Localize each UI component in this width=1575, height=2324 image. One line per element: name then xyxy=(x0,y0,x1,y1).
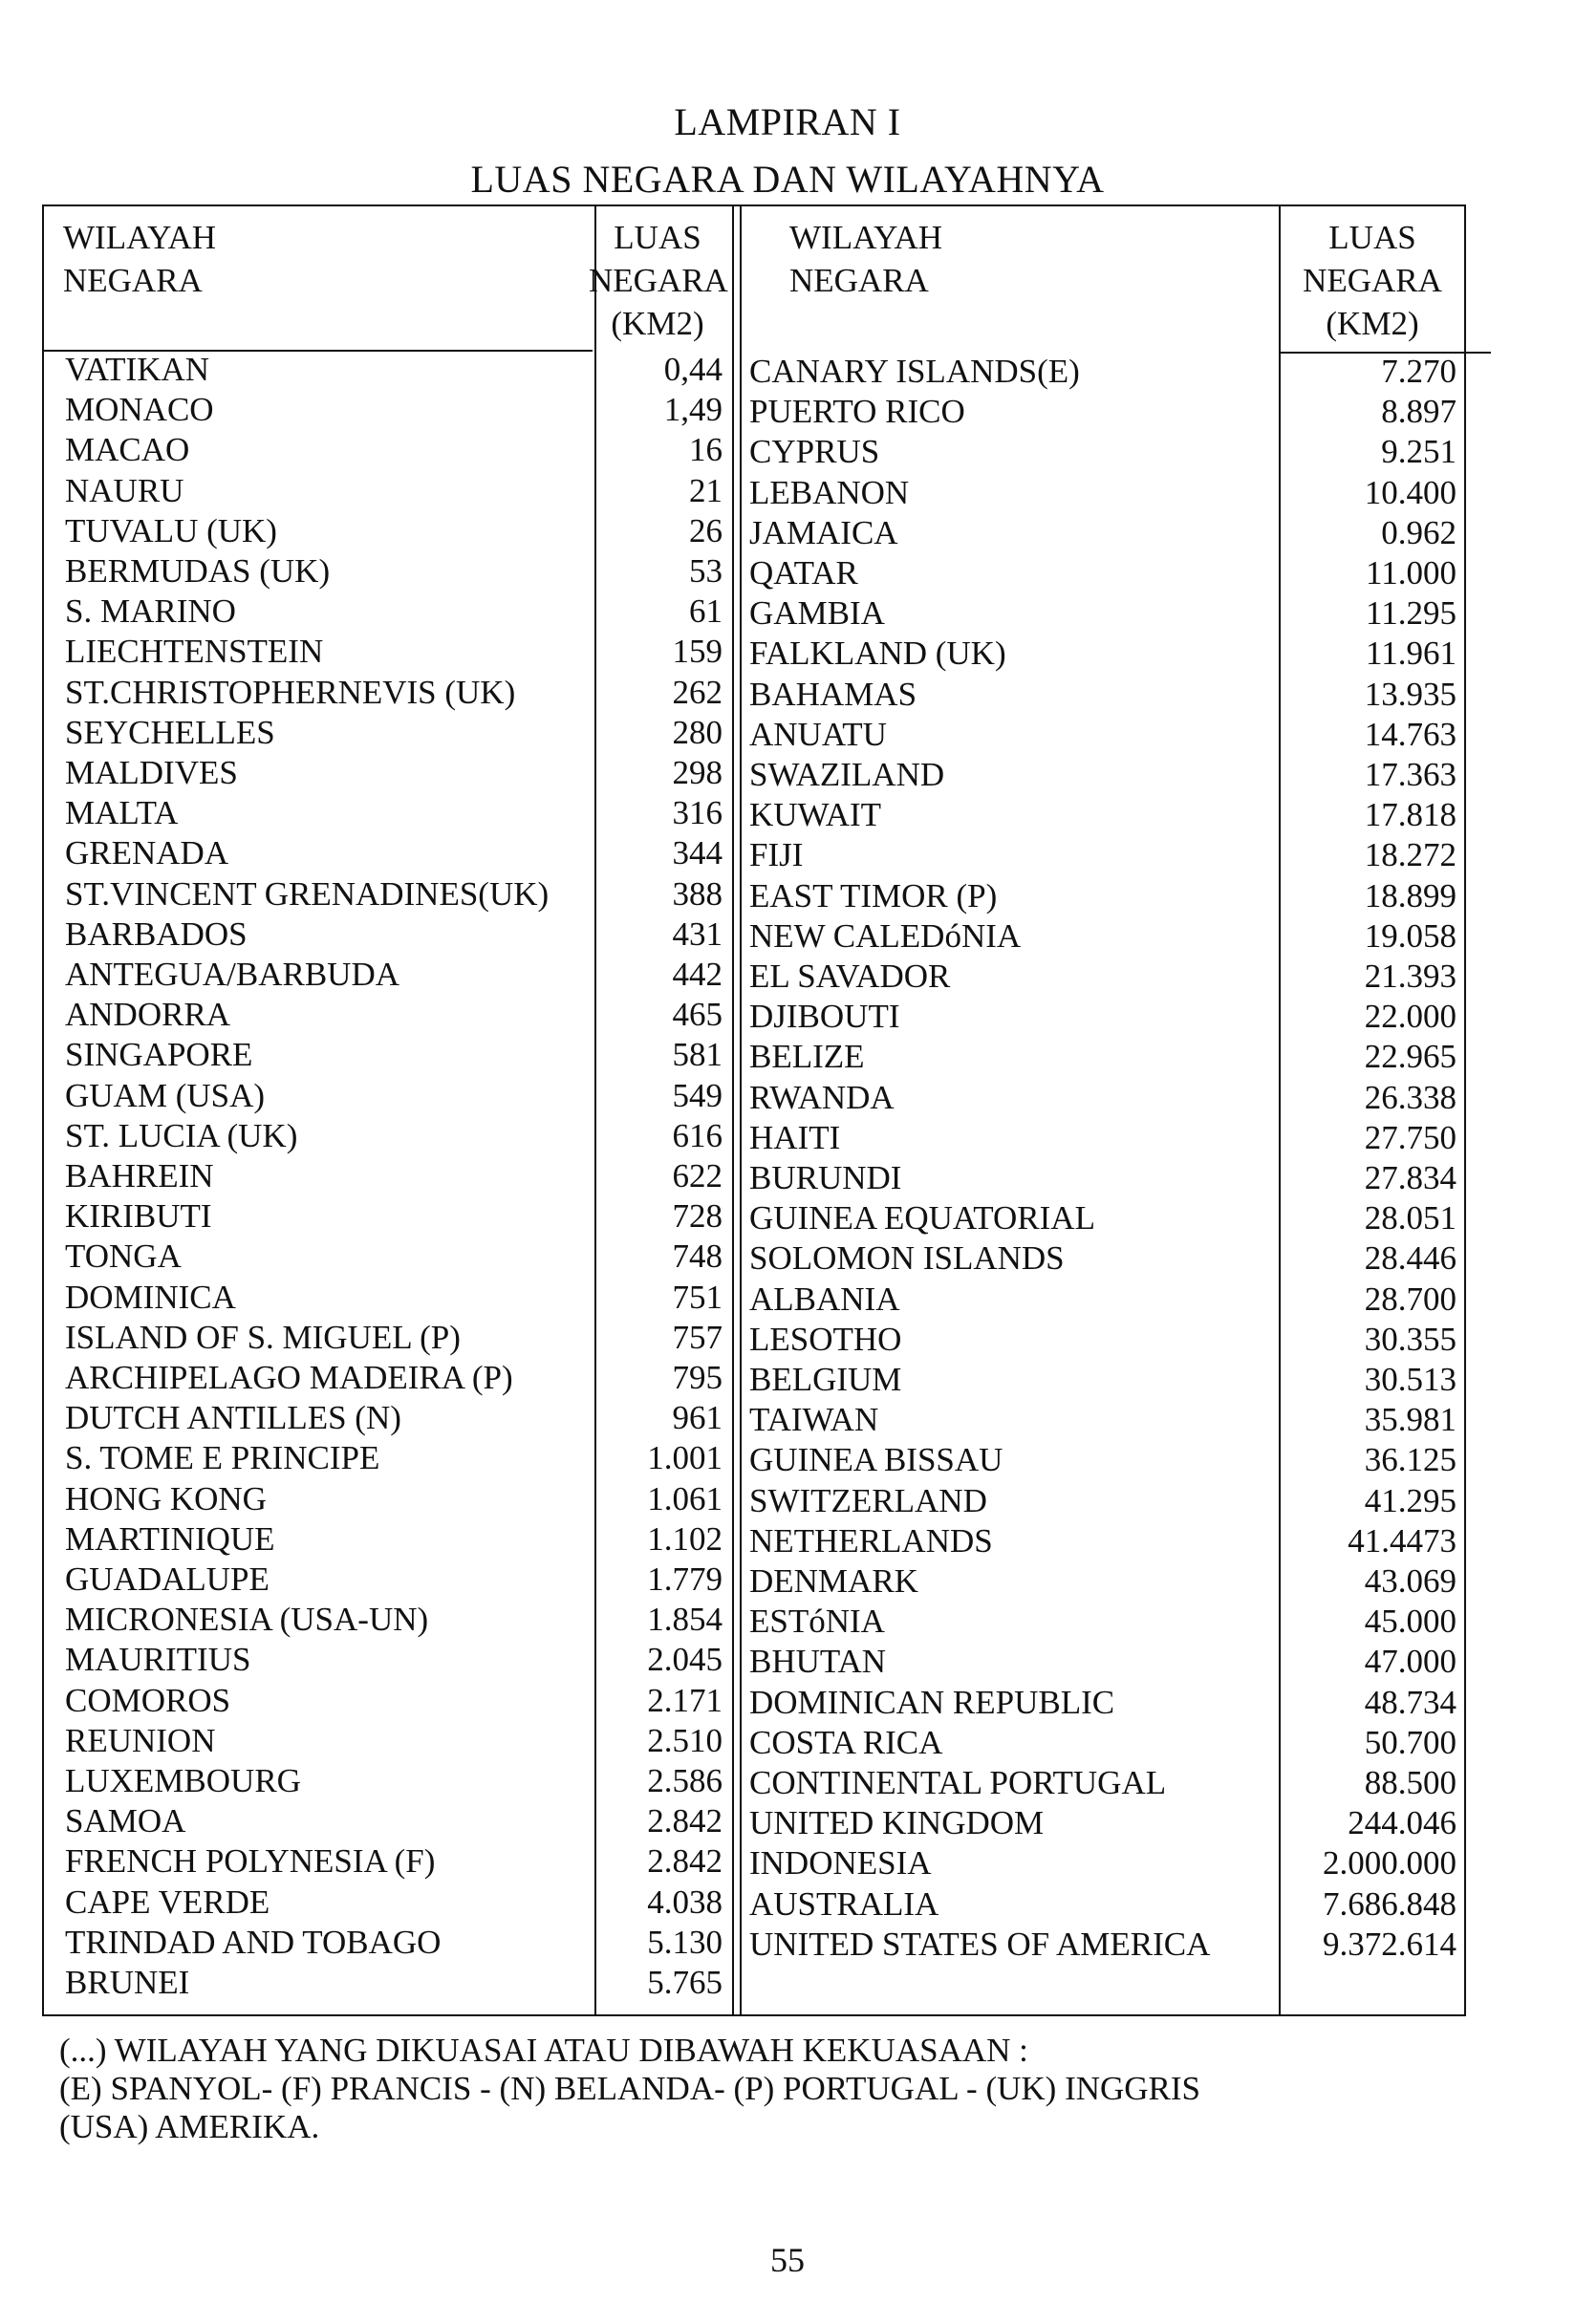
country-name: LUXEMBOURG xyxy=(65,1762,301,1799)
page-title: LAMPIRAN I xyxy=(674,100,901,143)
country-name: LIECHTENSTEIN xyxy=(65,633,324,671)
area-value: 41.295 xyxy=(1364,1481,1456,1519)
area-value: 0,44 xyxy=(663,351,723,388)
country-name: CYPRUS xyxy=(749,433,880,471)
country-name: MACAO xyxy=(65,431,190,469)
country-name: SINGAPORE xyxy=(65,1036,253,1074)
country-name: ANTEGUA/BARBUDA xyxy=(65,956,399,993)
area-value: 53 xyxy=(689,552,723,590)
area-value: 8.897 xyxy=(1381,393,1456,431)
area-value: 388 xyxy=(672,874,723,913)
country-name: PUERTO RICO xyxy=(749,393,965,431)
col-divider-double-b xyxy=(740,206,742,2014)
area-value: 43.069 xyxy=(1364,1562,1456,1600)
area-value: 9.372.614 xyxy=(1323,1925,1456,1963)
area-value: 10.400 xyxy=(1364,473,1456,511)
country-name: MICRONESIA (USA-UN) xyxy=(65,1601,429,1639)
area-value: 159 xyxy=(672,633,723,671)
area-value: 22.000 xyxy=(1364,998,1456,1036)
area-value: 1.779 xyxy=(647,1560,723,1598)
country-name: SOLOMON ISLANDS xyxy=(749,1239,1065,1278)
country-name: LESOTHO xyxy=(749,1320,902,1358)
area-value: 9.251 xyxy=(1381,433,1456,471)
country-name: GUINEA BISSAU xyxy=(749,1441,1003,1479)
country-name: COMOROS xyxy=(65,1681,231,1719)
country-name: MAURITIUS xyxy=(65,1641,251,1679)
area-value: 5.765 xyxy=(647,1964,723,2001)
header-left-name: WILAYAH NEGARA xyxy=(63,219,217,299)
country-name: BURUNDI xyxy=(749,1159,902,1196)
area-value: 2.171 xyxy=(647,1681,723,1719)
country-name: GUINEA EQUATORIAL xyxy=(749,1199,1095,1237)
country-name: LEBANON xyxy=(749,473,910,511)
country-name: VATIKAN xyxy=(65,351,210,388)
area-value: 298 xyxy=(672,754,723,791)
area-value: 17.363 xyxy=(1364,756,1456,793)
country-name: ST. LUCIA (UK) xyxy=(65,1116,298,1154)
country-name: NEW CALEDóNIA xyxy=(749,916,1022,955)
area-value: 28.051 xyxy=(1364,1199,1456,1237)
country-name: ST.CHRISTOPHERNEVIS (UK) xyxy=(65,673,516,711)
area-value: 27.834 xyxy=(1364,1159,1456,1196)
country-name: DENMARK xyxy=(749,1562,918,1600)
country-name: COSTA RICA xyxy=(749,1723,943,1761)
country-name: BELGIUM xyxy=(749,1361,902,1398)
country-name: EAST TIMOR (P) xyxy=(749,876,998,915)
country-name: HONG KONG xyxy=(65,1479,267,1517)
header-right-name: WILAYAH NEGARA xyxy=(789,219,943,299)
area-value: 11.295 xyxy=(1366,594,1456,633)
country-name: TUVALU (UK) xyxy=(65,511,277,549)
area-value: 36.125 xyxy=(1364,1441,1456,1479)
country-name: GRENADA xyxy=(65,834,229,872)
country-name: MALTA xyxy=(65,794,179,832)
country-name: GUAM (USA) xyxy=(65,1076,266,1114)
country-name: S. MARINO xyxy=(65,592,236,631)
country-name: FRENCH POLYNESIA (F) xyxy=(65,1842,436,1881)
country-name: MALDIVES xyxy=(65,754,238,791)
area-value: 16 xyxy=(689,431,723,469)
country-name: SWITZERLAND xyxy=(749,1481,987,1519)
page-number: 55 xyxy=(770,2241,805,2279)
area-value: 19.058 xyxy=(1364,916,1456,955)
area-value: 549 xyxy=(672,1076,723,1114)
area-value: 30.355 xyxy=(1364,1320,1456,1358)
area-value: 344 xyxy=(672,834,723,872)
country-name: BHUTAN xyxy=(749,1643,887,1681)
country-name: DJIBOUTI xyxy=(749,998,900,1036)
area-value: 17.818 xyxy=(1364,796,1456,834)
area-value: 11.000 xyxy=(1366,554,1456,592)
country-name: TRINDAD AND TOBAGO xyxy=(65,1923,442,1961)
area-value: 28.446 xyxy=(1364,1239,1456,1278)
country-name: UNITED STATES OF AMERICA xyxy=(749,1925,1211,1963)
area-value: 26 xyxy=(689,511,723,549)
area-value: 1.102 xyxy=(647,1519,723,1558)
footnote-line-3: (USA) AMERIKA. xyxy=(59,2108,320,2145)
country-name: S. TOME E PRINCIPE xyxy=(65,1439,380,1477)
country-name: GUADALUPE xyxy=(65,1560,270,1598)
country-name: DOMINICAN REPUBLIC xyxy=(749,1683,1115,1721)
area-value: 22.965 xyxy=(1364,1038,1456,1076)
area-value: 45.000 xyxy=(1364,1603,1456,1641)
country-name: MONACO xyxy=(65,391,214,429)
area-value: 262 xyxy=(672,673,723,711)
country-name: REUNION xyxy=(65,1721,216,1759)
country-name: BRUNEI xyxy=(65,1964,190,2001)
country-name: HAITI xyxy=(749,1118,841,1156)
area-value: 1.854 xyxy=(647,1601,723,1639)
area-value: 442 xyxy=(672,956,723,993)
area-value: 616 xyxy=(672,1116,723,1154)
country-name: FIJI xyxy=(749,836,804,874)
area-value: 7.270 xyxy=(1381,353,1456,390)
area-value: 27.750 xyxy=(1364,1118,1456,1156)
country-name: UNITED KINGDOM xyxy=(749,1804,1045,1842)
area-value: 795 xyxy=(672,1359,723,1396)
country-name: ARCHIPELAGO MADEIRA (P) xyxy=(65,1359,513,1396)
country-name: BARBADOS xyxy=(65,915,248,953)
country-name: NETHERLANDS xyxy=(749,1521,993,1560)
area-value: 35.981 xyxy=(1364,1401,1456,1439)
area-value: 26.338 xyxy=(1364,1078,1456,1116)
area-value: 4.038 xyxy=(647,1883,723,1921)
area-value: 244.046 xyxy=(1348,1804,1456,1842)
area-value: 1,49 xyxy=(663,391,723,429)
country-name: ALBANIA xyxy=(749,1280,900,1318)
area-value: 5.130 xyxy=(647,1923,723,1961)
country-name: AUSTRALIA xyxy=(749,1884,939,1923)
country-name: SEYCHELLES xyxy=(65,713,275,751)
area-value: 622 xyxy=(672,1157,723,1194)
col-divider-double-a xyxy=(732,206,734,2014)
area-value: 1.061 xyxy=(647,1479,723,1517)
header-left-area: LUAS NEGARA (KM2) xyxy=(589,219,728,342)
area-value: 2.586 xyxy=(647,1762,723,1799)
area-value: 1.001 xyxy=(647,1439,723,1477)
country-name: NAURU xyxy=(65,471,184,509)
country-name: DOMINICA xyxy=(65,1278,236,1316)
footnote-line-2: (E) SPANYOL- (F) PRANCIS - (N) BELANDA- (P) PORTUGAL - (UK) INGGRIS xyxy=(59,2070,1201,2107)
area-value: 2.842 xyxy=(647,1802,723,1840)
area-value: 961 xyxy=(672,1399,723,1437)
area-value: 431 xyxy=(672,915,723,953)
area-value: 14.763 xyxy=(1364,715,1456,753)
area-value: 61 xyxy=(689,592,723,631)
country-name: EL SAVADOR xyxy=(749,958,951,995)
country-name: ISLAND OF S. MIGUEL (P) xyxy=(65,1318,461,1356)
country-name: BERMUDAS (UK) xyxy=(65,552,331,590)
country-name: CANARY ISLANDS(E) xyxy=(749,353,1080,390)
country-name: FALKLAND (UK) xyxy=(749,635,1006,673)
area-value: 316 xyxy=(672,794,723,832)
country-name: CAPE VERDE xyxy=(65,1883,270,1921)
table-title: LUAS NEGARA DAN WILAYAHNYA xyxy=(470,158,1105,201)
country-name: ST.VINCENT GRENADINES(UK) xyxy=(65,874,550,913)
country-name: MARTINIQUE xyxy=(65,1519,275,1558)
area-value: 465 xyxy=(672,996,723,1034)
country-name: CONTINENTAL PORTUGAL xyxy=(749,1764,1167,1801)
country-name: ESTóNIA xyxy=(749,1603,885,1641)
area-value: 18.272 xyxy=(1364,836,1456,874)
area-value: 2.045 xyxy=(647,1641,723,1679)
area-value: 751 xyxy=(672,1278,723,1316)
area-value: 21 xyxy=(689,471,723,509)
area-value: 7.686.848 xyxy=(1323,1884,1456,1923)
area-value: 88.500 xyxy=(1364,1764,1456,1801)
area-value: 728 xyxy=(672,1197,723,1236)
country-name: BAHAMAS xyxy=(749,675,917,713)
country-name: INDONESIA xyxy=(749,1844,932,1883)
area-value: 581 xyxy=(672,1036,723,1074)
area-value: 757 xyxy=(672,1318,723,1356)
area-value: 280 xyxy=(672,713,723,751)
area-value: 0.962 xyxy=(1381,513,1456,551)
area-value: 47.000 xyxy=(1364,1643,1456,1681)
area-value: 13.935 xyxy=(1364,675,1456,713)
country-name: GAMBIA xyxy=(749,594,885,633)
area-value: 21.393 xyxy=(1364,958,1456,995)
country-name: BAHREIN xyxy=(65,1157,214,1194)
country-name: DUTCH ANTILLES (N) xyxy=(65,1399,401,1437)
area-value: 50.700 xyxy=(1364,1723,1456,1761)
country-name: ANUATU xyxy=(749,715,887,753)
country-name: QATAR xyxy=(749,554,858,592)
area-value: 41.4473 xyxy=(1348,1521,1456,1560)
area-value: 2.000.000 xyxy=(1323,1844,1456,1883)
area-value: 18.899 xyxy=(1364,876,1456,915)
area-value: 30.513 xyxy=(1364,1361,1456,1398)
country-name: TONGA xyxy=(65,1237,182,1276)
country-name: RWANDA xyxy=(749,1078,895,1116)
area-value: 2.842 xyxy=(647,1842,723,1881)
country-name: KUWAIT xyxy=(749,796,882,834)
area-value: 28.700 xyxy=(1364,1280,1456,1318)
country-name: BELIZE xyxy=(749,1038,865,1076)
area-value: 48.734 xyxy=(1364,1683,1456,1721)
country-name: TAIWAN xyxy=(749,1401,879,1439)
area-value: 748 xyxy=(672,1237,723,1276)
area-value: 2.510 xyxy=(647,1721,723,1759)
country-name: SAMOA xyxy=(65,1802,186,1840)
area-table xyxy=(42,204,1466,2016)
footnote-line-1: (...) WILAYAH YANG DIKUASAI ATAU DIBAWAH KEKUASAAN : xyxy=(59,2032,1028,2069)
country-name: ANDORRA xyxy=(65,996,231,1034)
country-name: JAMAICA xyxy=(749,513,898,551)
header-right-area: LUAS NEGARA (KM2) xyxy=(1303,219,1442,342)
country-name: SWAZILAND xyxy=(749,756,945,793)
area-value: 11.961 xyxy=(1366,635,1456,673)
country-name: KIRIBUTI xyxy=(65,1197,212,1236)
